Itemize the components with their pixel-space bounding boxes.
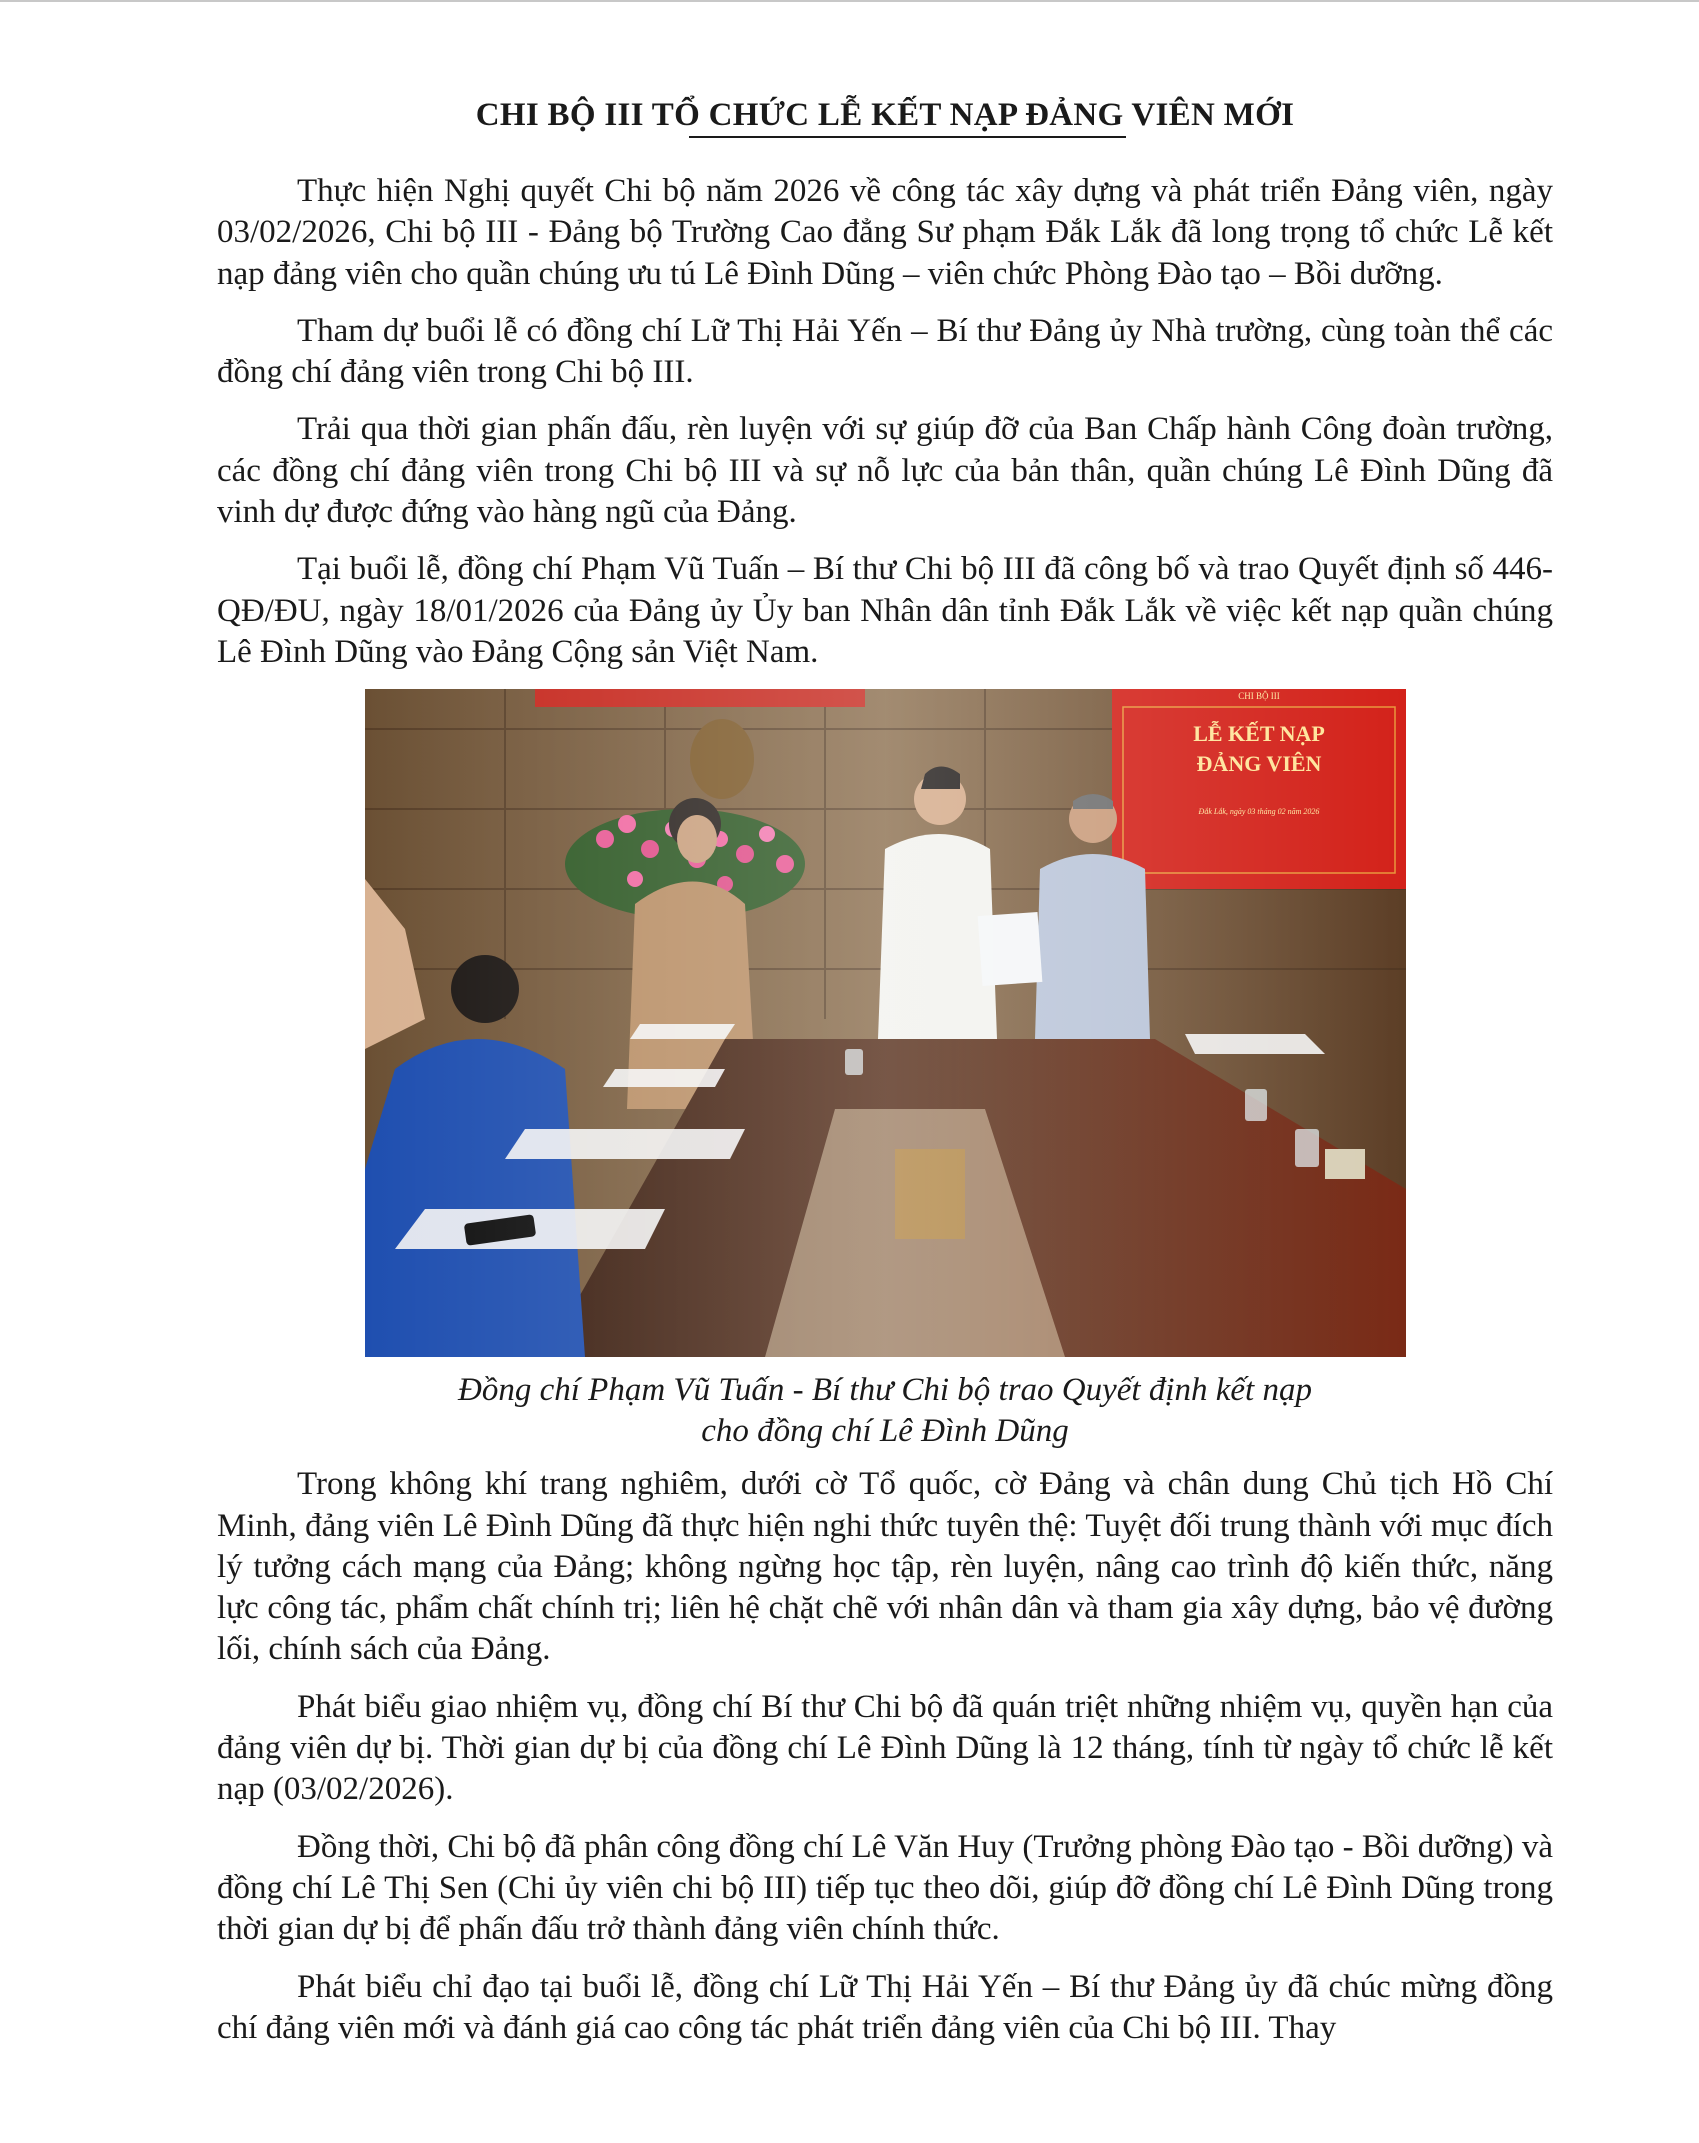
ceremony-photo: [365, 689, 1406, 1357]
paragraph-8: Phát biểu chỉ đạo tại buổi lễ, đồng chí Lữ Thị Hải Yến – Bí thư Đảng ủy đã chúc mừng đồng chí đảng viên mới và đánh giá cao công tác phát triển đảng viên của Chi bộ III. Thay: [217, 1968, 1553, 2046]
top-border: [0, 0, 1699, 2]
caption-line2: cho đồng chí Lê Đình Dũng: [701, 1413, 1069, 1450]
paragraph-4: Tại buổi lễ, đồng chí Phạm Vũ Tuấn – Bí thư Chi bộ III đã công bố và trao Quyết định số 446-QĐ/ĐU, ngày 18/01/2026 của Đảng ủy Ủy ban Nhân dân tỉnh Đắk Lắk về việc kết nạp quần chúng Lê Đình Dũng vào Đảng Cộng sản Việt Nam.: [217, 551, 1553, 670]
paragraph-2: Tham dự buổi lễ có đồng chí Lữ Thị Hải Yến – Bí thư Đảng ủy Nhà trường, cùng toàn thể các đồng chí đảng viên trong Chi bộ III.: [217, 312, 1553, 391]
paragraph-1: Thực hiện Nghị quyết Chi bộ năm 2026 về công tác xây dựng và phát triển Đảng viên, ngày 03/02/2026, Chi bộ III - Đảng bộ Trường Cao đẳng Sư phạm Đắk Lắk đã long trọng tổ chức Lễ kết nạp đảng viên cho quần chúng ưu tú Lê Đình Dũng – viên chức Phòng Đào tạo – Bồi dưỡng.: [217, 173, 1553, 292]
caption-line1: Đồng chí Phạm Vũ Tuấn - Bí thư Chi bộ trao Quyết định kết nạp: [458, 1372, 1312, 1409]
page-title: [217, 95, 1553, 135]
title-text: CHI BỘ III TỔ CHỨC LỄ KẾT NẠP ĐẢNG VIÊN MỚI: [475, 97, 1295, 133]
photo-caption: [217, 1370, 1553, 1452]
document-page: [217, 95, 1553, 2065]
ceremony-photo-image: [365, 689, 1406, 1357]
paragraph-3: Trải qua thời gian phấn đấu, rèn luyện với sự giúp đỡ của Ban Chấp hành Công đoàn trường, các đồng chí đảng viên trong Chi bộ III và sự nỗ lực của bản thân, quần chúng Lê Đình Dũng đã vinh dự được đứng vào hàng ngũ của Đảng.: [217, 411, 1553, 531]
paragraph-6: Phát biểu giao nhiệm vụ, đồng chí Bí thư Chi bộ đã quán triệt những nhiệm vụ, quyền hạn của đảng viên dự bị. Thời gian dự bị của đồng chí Lê Đình Dũng là 12 tháng, tính từ ngày tổ chức lễ kết nạp (03/02/2026).: [217, 1688, 1553, 1808]
paragraph-5: Trong không khí trang nghiêm, dưới cờ Tổ quốc, cờ Đảng và chân dung Chủ tịch Hồ Chí Minh, đảng viên Lê Đình Dũng đã thực hiện nghi thức tuyên thệ: Tuyệt đối trung thành với mục đích lý tưởng cách mạng của Đảng; không ngừng học tập, rèn luyện, nâng cao trình độ kiến thức, năng lực công tác, phẩm chất chính trị; liên hệ chặt chẽ với nhân dân và tham gia xây dựng, bảo vệ đường lối, chính sách của Đảng.: [217, 1466, 1553, 1668]
paragraph-7: Đồng thời, Chi bộ đã phân công đồng chí Lê Văn Huy (Trưởng phòng Đào tạo - Bồi dưỡng) và đồng chí Lê Thị Sen (Chi ủy viên chi bộ III) tiếp tục theo dõi, giúp đỡ đồng chí Lê Đình Dũng trong thời gian dự bị để phấn đấu trở thành đảng viên chính thức.: [217, 1828, 1553, 1948]
title-underline: [689, 136, 1126, 138]
